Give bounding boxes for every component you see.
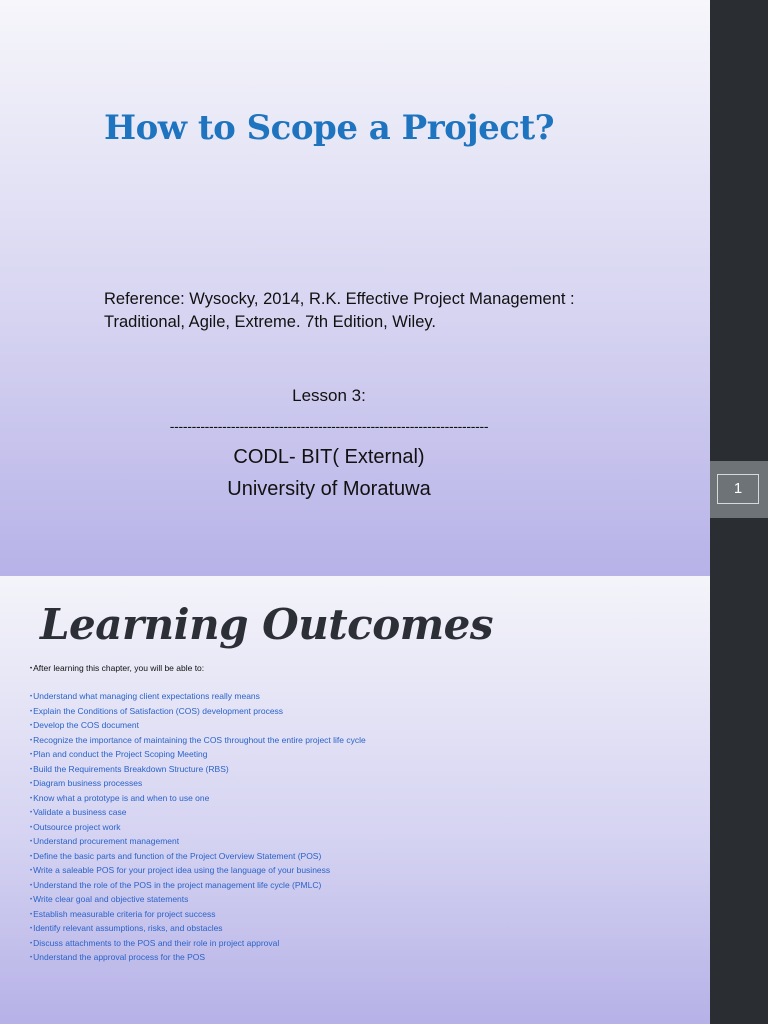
- list-item: • Identify relevant assumptions, risks, and obstacles: [30, 922, 366, 937]
- list-item: • Understand the approval process for the POS: [30, 951, 366, 966]
- list-item: • Define the basic parts and function of the Project Overview Statement (POS): [30, 850, 366, 865]
- organization-label: CODL- BIT( External): [233, 446, 425, 468]
- list-item: • Validate a business case: [30, 806, 366, 821]
- list-item: • Discuss attachments to the POS and their role in project approval: [30, 937, 366, 952]
- outcomes-list: [30, 690, 366, 966]
- lesson-label: Lesson 3:: [292, 386, 366, 405]
- university-label: University of Moratuwa: [227, 478, 431, 500]
- slide-2-title: Learning Outcomes: [40, 600, 494, 649]
- reference-text: Reference: Wysocky, 2014, R.K. Effective Project Management : Traditional, Agile, Extreme. 7th Edition, Wiley.: [104, 290, 575, 331]
- list-item: • Establish measurable criteria for project success: [30, 908, 366, 923]
- list-item: • Write clear goal and objective statements: [30, 893, 366, 908]
- list-item: • Know what a prototype is and when to use one: [30, 792, 366, 807]
- outcomes-intro: • After learning this chapter, you will be able to:: [30, 663, 204, 673]
- list-item: • Plan and conduct the Project Scoping Meeting: [30, 748, 366, 763]
- list-item: • Build the Requirements Breakdown Structure (RBS): [30, 763, 366, 778]
- list-item: • Understand the role of the POS in the project management life cycle (PMLC): [30, 879, 366, 894]
- slide-1-title: How to Scope a Project?: [104, 108, 555, 148]
- list-item: • Outsource project work: [30, 821, 366, 836]
- page-number: 1: [717, 474, 759, 504]
- list-item: • Diagram business processes: [30, 777, 366, 792]
- page-number-badge[interactable]: [710, 461, 768, 518]
- list-item: • Explain the Conditions of Satisfaction (COS) development process: [30, 705, 366, 720]
- list-item: • Develop the COS document: [30, 719, 366, 734]
- dashed-divider: -------------------------------------------------------------------------: [169, 418, 489, 434]
- list-item: • Recognize the importance of maintaining the COS throughout the entire project life cycle: [30, 734, 366, 749]
- list-item: • Write a saleable POS for your project idea using the language of your business: [30, 864, 366, 879]
- list-item: • Understand what managing client expectations really means: [30, 690, 366, 705]
- list-item: • Understand procurement management: [30, 835, 366, 850]
